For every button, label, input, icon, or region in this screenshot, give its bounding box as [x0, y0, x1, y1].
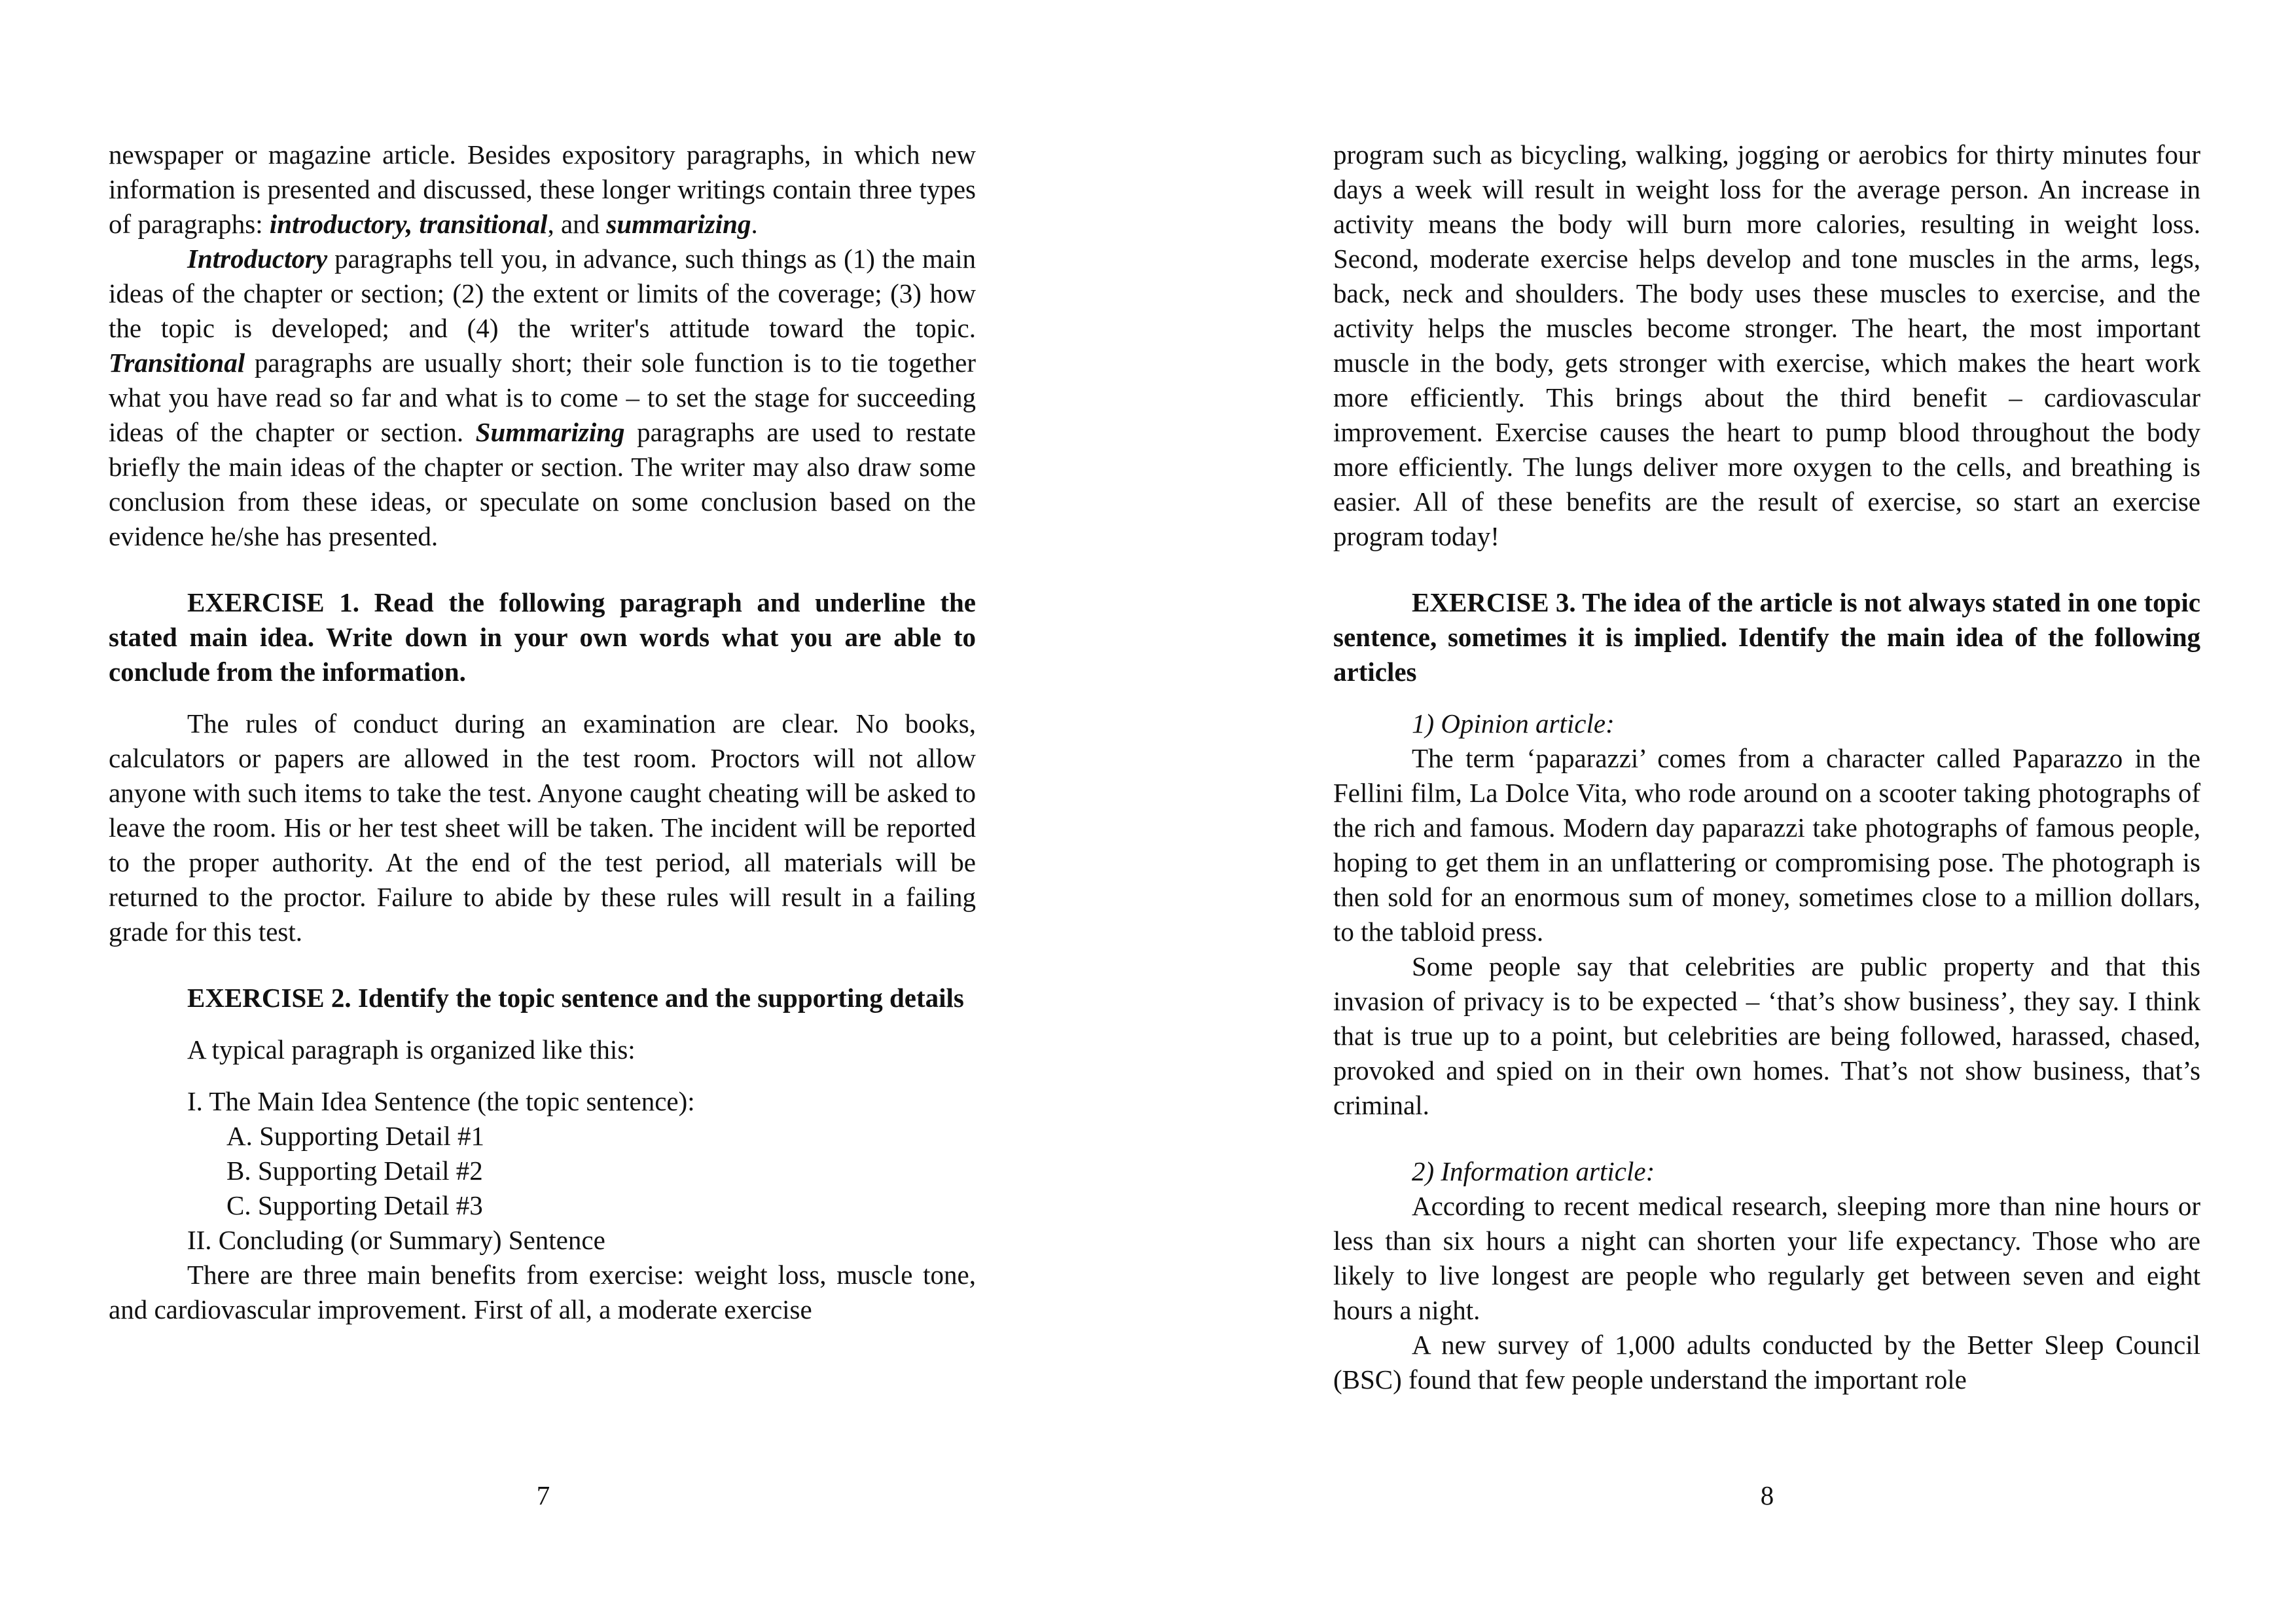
article-2-paragraph-2: A new survey of 1,000 adults conducted by the Better Sleep Council (BSC) found that few people understand the important role: [1333, 1330, 2200, 1395]
intro-term-summarizing: summarizing: [606, 209, 751, 239]
term-transitional: Transitional: [109, 348, 245, 378]
term-introductory: Introductory: [187, 244, 328, 274]
outline-concluding: II. Concluding (or Summary) Sentence: [187, 1225, 605, 1255]
exercise-2-heading: EXERCISE 2. Identify the topic sentence and the supporting details: [187, 983, 964, 1013]
types-text-2: paragraphs are usually short; their sole function is to tie together what you have read so far and what is to come – to set the stage for succeeding ideas of the chapter or section.: [109, 348, 976, 447]
exercise-2-text: There are three main benefits from exercise: weight loss, muscle tone, and cardiovascular improvement. First of all, a moderate exercise: [109, 1260, 976, 1324]
outline-detail-a: A. Supporting Detail #1: [226, 1121, 485, 1151]
outline-detail-c: C. Supporting Detail #3: [226, 1190, 483, 1220]
intro-text-1: newspaper or magazine article. Besides expository paragraphs, in which new information is presented and discussed, these longer writings contain three types of paragraphs:: [109, 139, 976, 239]
outline-main-idea: I. The Main Idea Sentence (the topic sentence):: [187, 1086, 695, 1116]
term-summarizing: Summarizing: [475, 417, 625, 447]
exercise-3-heading: EXERCISE 3. The idea of the article is not always stated in one topic sentence, sometimes it is implied. Identify the main idea of the following articles: [1333, 587, 2200, 687]
intro-text-2: , and: [547, 209, 607, 239]
paragraph-outline: [109, 1084, 976, 1258]
article-1-label: 1) Opinion article:: [1412, 708, 1615, 739]
intro-text-3: .: [751, 209, 758, 239]
paragraph-types-description: [109, 242, 976, 554]
exercise-2-lead: A typical paragraph is organized like this:: [187, 1034, 636, 1065]
right-page: [1333, 137, 2200, 1397]
types-text-3: paragraphs are used to restate briefly the main ideas of the chapter or section. The writer may also draw some conclusion from these ideas, or speculate on some conclusion based on the evidence he/she has presented.: [109, 417, 976, 551]
intro-paragraph: [109, 137, 976, 242]
left-page: [109, 137, 976, 1327]
outline-detail-b: B. Supporting Detail #2: [226, 1156, 483, 1186]
types-text-1: paragraphs tell you, in advance, such things as (1) the main ideas of the chapter or section; (2) the extent or limits of the coverage; (3) how the topic is developed; and (4) the writer's attitude toward the topic.: [109, 244, 976, 343]
article-1-paragraph-2: Some people say that celebrities are public property and that this invasion of privacy is to be expected – ‘that’s show business’, they say. I think that is true up to a point, but celebrities are being followed, harassed, chased, provoked and spied on in their own homes. That’s not show business, that’s criminal.: [1333, 951, 2200, 1120]
page-number-left: 7: [536, 1480, 550, 1510]
page-number-right: 8: [1760, 1480, 1774, 1510]
intro-term-introductory-transitional: introductory, transitional: [269, 209, 548, 239]
article-1-paragraph-1: The term ‘paparazzi’ comes from a character called Paparazzo in the Fellini film, La Dolce Vita, who rode around on a scooter taking photographs of the rich and famous. Modern day paparazzi take photographs of famous people, hoping to get them in an unflattering or compromising pose. The photograph is then sold for an enormous sum of money, sometimes close to a million dollars, to the tabloid press.: [1333, 743, 2200, 947]
exercise-1-text: The rules of conduct during an examination are clear. No books, calculators or papers are allowed in the test room. Proctors will not allow anyone with such items to take the test. Anyone caught cheating will be asked to leave the room. His or her test sheet will be taken. The incident will be reported to the proper authority. At the end of the test period, all materials will be returned to the proctor. Failure to abide by these rules will result in a failing grade for this test.: [109, 708, 976, 947]
exercise-1-heading: EXERCISE 1. Read the following paragraph and underline the stated main idea. Write down in your own words what you are able to conclude from the information.: [109, 587, 976, 687]
article-2-paragraph-1: According to recent medical research, sleeping more than nine hours or less than six hours a night can shorten your life expectancy. Those who are likely to live longest are people who regularly get between seven and eight hours a night.: [1333, 1191, 2200, 1325]
article-2-label: 2) Information article:: [1412, 1156, 1655, 1186]
exercise-2-text-continued: program such as bicycling, walking, jogging or aerobics for thirty minutes four days a week will result in weight loss for the average person. An increase in activity means the body will burn more calories, resulting in weight loss. Second, moderate exercise helps develop and tone muscles in the arms, legs, back, neck and shoulders. The body uses these muscles to exercise, and the activity helps the muscles become stronger. The heart, the most important muscle in the body, gets stronger with exercise, which makes the heart work more efficiently. This brings about the third benefit – cardiovascular improvement. Exercise causes the heart to pump blood throughout the body more efficiently. The lungs deliver more oxygen to the cells, and breathing is easier. All of these benefits are the result of exercise, so start an exercise program today!: [1333, 139, 2200, 551]
